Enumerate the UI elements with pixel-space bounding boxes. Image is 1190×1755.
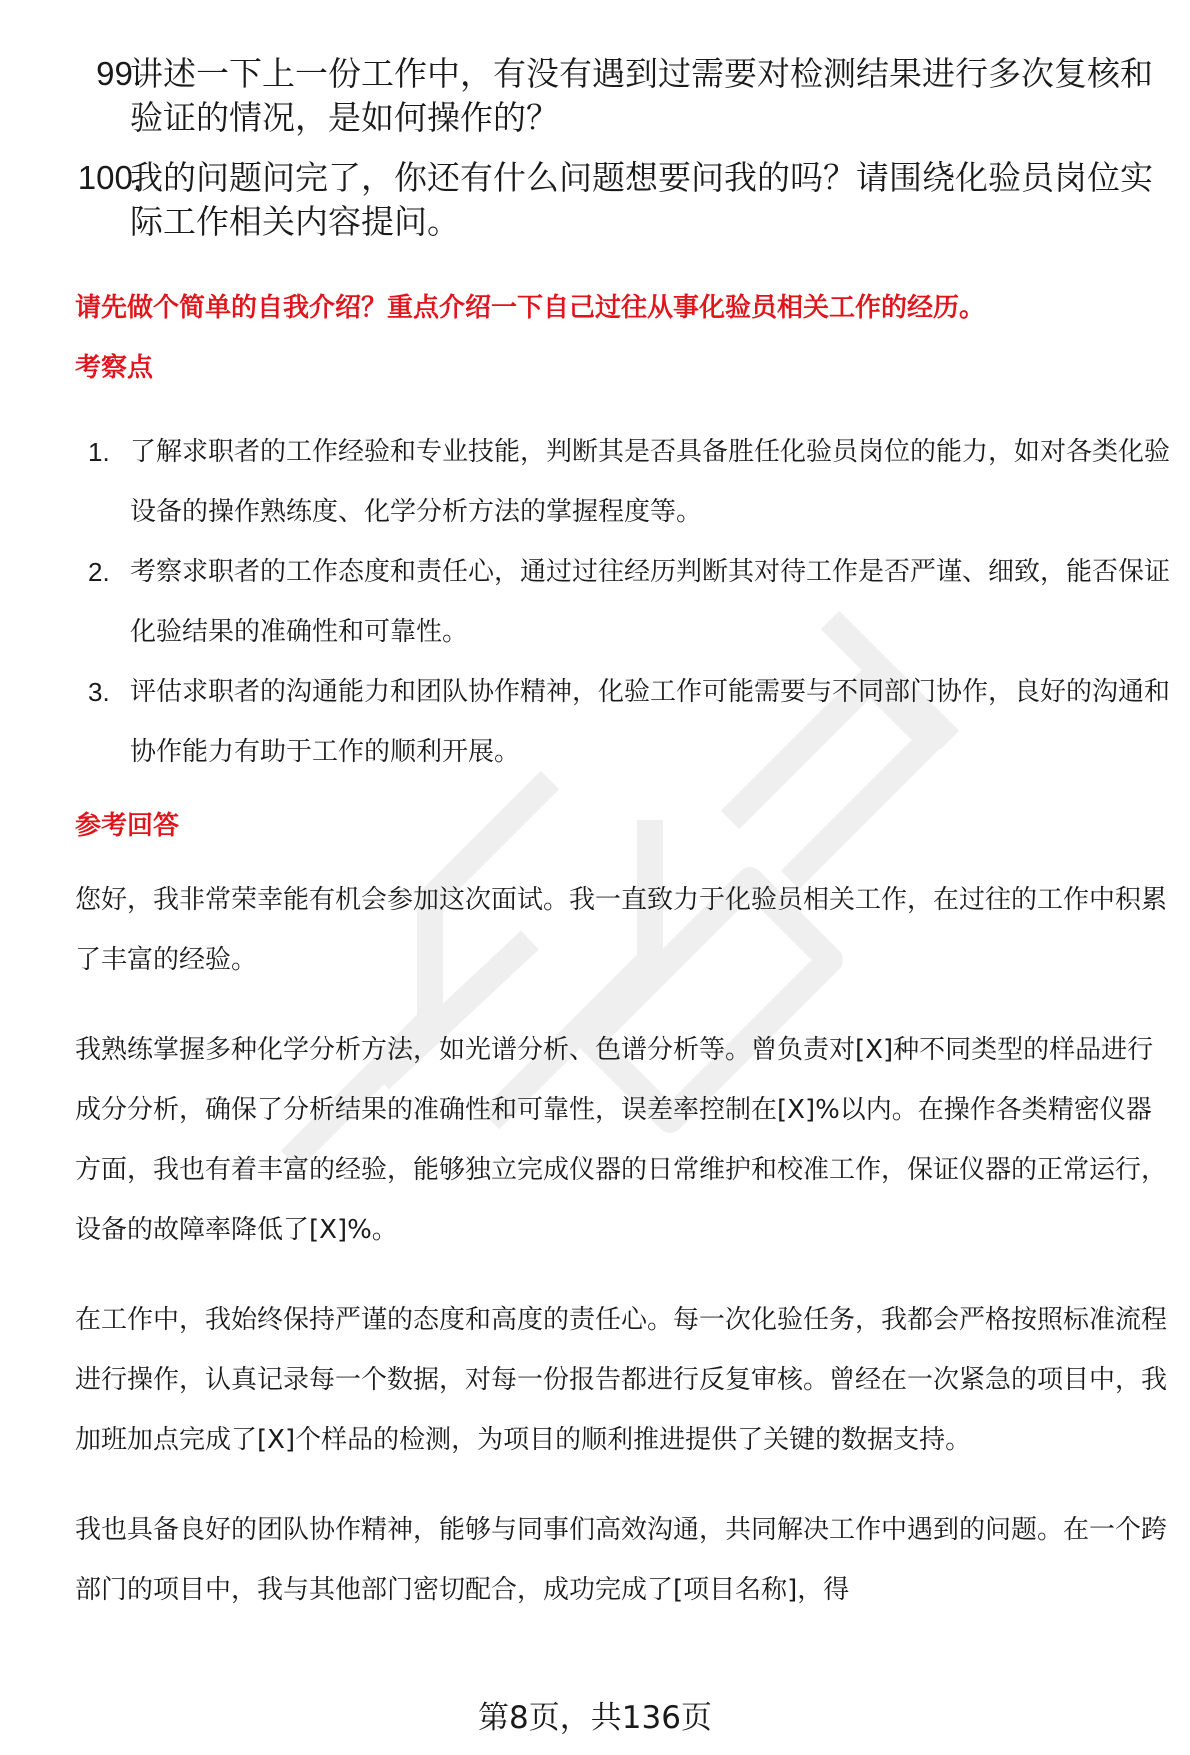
key-point-item — [0, 542, 1190, 662]
page-footer: 第8页，共136页 — [478, 1700, 712, 1736]
key-point-text: 了解求职者的工作经验和专业技能，判断其是否具备胜任化验员岗位的能力，如对各类化验设备的操作熟练度、化学分析方法的掌握程度等。 — [130, 437, 1171, 527]
question-number: 99. — [96, 55, 142, 92]
question-text: 讲述一下上一份工作中，有没有遇到过需要对检测结果进行多次复核和验证的情况，是如何操作的？ — [130, 54, 1153, 137]
key-points-heading: 考察点 — [75, 353, 154, 383]
key-point-item — [0, 422, 1190, 542]
question-item — [0, 156, 1190, 244]
answer-paragraph: 您好，我非常荣幸能有机会参加这次面试。我一直致力于化验员相关工作，在过往的工作中积累了丰富的经验。 — [75, 885, 1168, 975]
key-point-number: 2. — [88, 557, 110, 587]
answer-paragraph: 我熟练掌握多种化学分析方法，如光谱分析、色谱分析等。曾负责对[X]种不同类型的样品进行成分分析，确保了分析结果的准确性和可靠性，误差率控制在[X]%以内。在操作各类精密仪器方面，我也有着丰富的经验，能够独立完成仪器的日常维护和校准工作，保证仪器的正常运行，设备的故障率降低了[X]%。 — [75, 1035, 1168, 1245]
question-item — [0, 52, 1190, 140]
key-point-text: 评估求职者的沟通能力和团队协作精神，化验工作可能需要与不同部门协作，良好的沟通和协作能力有助于工作的顺利开展。 — [130, 677, 1171, 767]
key-points-list — [0, 422, 1190, 782]
question-text: 我的问题问完了，你还有什么问题想要问我的吗？请围绕化验员岗位实际工作相关内容提问。 — [130, 158, 1153, 241]
question-list — [0, 52, 1190, 260]
interview-question-heading: 请先做个简单的自我介绍？重点介绍一下自己过往从事化验员相关工作的经历。 — [75, 293, 986, 323]
key-point-number: 1. — [88, 437, 110, 467]
key-point-number: 3. — [88, 677, 110, 707]
reference-answer-body — [75, 870, 1175, 1650]
reference-answer-heading: 参考回答 — [75, 811, 180, 841]
key-point-item — [0, 662, 1190, 782]
key-point-text: 考察求职者的工作态度和责任心，通过过往经历判断其对待工作是否严谨、细致，能否保证化验结果的准确性和可靠性。 — [130, 557, 1171, 647]
answer-paragraph: 在工作中，我始终保持严谨的态度和高度的责任心。每一次化验任务，我都会严格按照标准流程进行操作，认真记录每一个数据，对每一份报告都进行反复审核。曾经在一次紧急的项目中，我加班加点完成了[X]个样品的检测，为项目的顺利推进提供了关键的数据支持。 — [75, 1305, 1168, 1455]
question-number: 100. — [77, 159, 142, 196]
answer-paragraph: 我也具备良好的团队协作精神，能够与同事们高效沟通，共同解决工作中遇到的问题。在一个跨部门的项目中，我与其他部门密切配合，成功完成了[项目名称]，得 — [75, 1515, 1168, 1605]
